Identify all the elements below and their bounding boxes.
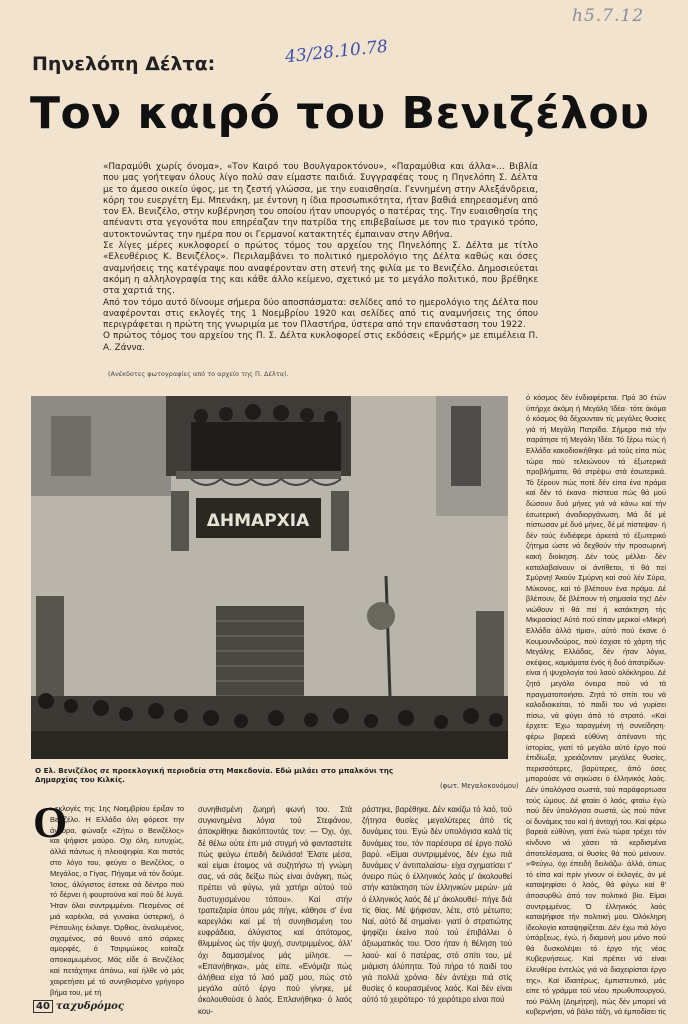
magazine-name: ταχυδρόμος xyxy=(55,1001,124,1012)
body-column-3 xyxy=(362,804,512,1006)
intro-block xyxy=(103,162,538,354)
column-text: ό κόσμος δέν ένδιαφέρεται. Πρό 30 έτών ύπήρχε άκόμη ή Μεγάλη Ίδέα· τότε άκόμα ό κόσμος θά δέχουνταν τίς μεγάλες θυσίες γιά τή Μεγάλη Πατρίδα. Σήμερα πιά τήν παράτησε τή Μεγάλη Ίδέα. Τό ξέρω πώς ή Ελλάδα κακοδιοικήθηκε· μά τούς είπα πώς τώρα πού τελειώνουν τά έξωτερικά προβλήματα, θά στρέψω στά έσωτερικά. Τό ξέρουν πώς ποτέ δέν είπα ένα πράμα καί δέν τό έκανα· πίστευα πώς θά μού δώσουν δυό μήνες γιά νά κάνω καί τήν έσωτερική άναδιοργάνωση. Μά δέ μέ πίστωσαν μέ δυό μήνες, δέ μέ πίστεψαν· ή δέν τούς ένδιέφερε άρκετά τό έξωτερικό ζήτημα ώστε νά δεχθούν τήν προσωρινή κακή διοίκηση. Δέν τούς μέλλει· δέν καταλαβαίνουν οί άντίθετοι, τί θά πεί Σμύρνη! Άκούν Σμύρνη καί σού λέν Σύρα, Μύκονος, καί τό βλέπουν ένα πράμα. Δέ βλέπουν, δέ βλέπουν τή σημασία της! Δέν νιώθουν τί θά πεί ή κατάκτηση τής Μικρασίας! Αύτό πού είπαν μερικοί «Μικρή Ελλάδα άλλά τίμια», αύτό πού έκανε ό Κουμουνδούρος, πού έσχισε τό χάρτη τής Μεγάλης Ελλάδας, δέν ήταν λόγια, σκέψεις, καμιάματα ένός ή δυό άπατρίδων· είναι ή ψυχολογία τού λαού ολόκληρου. Δέ ζητά μεγάλα όνειρα πού νά τά πραγματοποιήσει. Ζητά τό σπίτι του νά καλοδιοικείται, τό παιδί του νά γυρίσει πίσω, νά φύγει άπό τό στρατό. «Καί έρχετε: Έχω ταραγμένη τή συνείδηση· φέρω βαρειά εύθύνη άπέναντι τής ίστορίας, γιατί τό μεγάλο αύτό έργο πού έπιδίωξα, χρειάζονταν μεγάλες θυσίες, περισσότερες, βαρύτερες, άπό όσες μπορούσε νά σηκώσει ό έλληνικός λαός. Δέν ύπολόγισα σωστά, τού παράφορτωσα τούς ώμους. Δέ φταίει ό λαός, φταίω έγώ πού δέν ύπολόγισα σωστά, ώς πού πάνε οί δυνάμεις του καί ή άντοχή του. Καί φέρω βαρειά εύθύνη, γιατί ένώ τώρα τρέχει τόν κίνδυνο νά χάσει τά κερδισμένα άποτελέσματα, οί θυσίες θά πού μείνουν. «Φεύγω, όχι έπειδή δειλιάζω· άλλά, όπως τό είπα καί πρίν γίνουν οί έκλογές, άν μέ καταψηφίσει ό λαός, θά φύγω καί θ' άποσυρθώ άπό τον πολιτικό βίο. Είμαι συντριμμένος. Ό έλληνικός λαός καταψήφισε τήν πολιτική μου. Όλόκληρη ίδεολογία καταψηφίζεται. Δέν έχω πιά λόγο ύπάρξεως, έγώ, ή διαμονή μου μόνο πού θά δυσκολέψει τό έργο τής νέας Κυβερνήσεως. Καί πρέπει νά είναι έλευθέρα έντελώς γιά νά διαχειρίσται έργο της». Καί ίδιαιτέρως, έμπιστευτικά, μάς είπε τό γράμμα τού νέου πρωθυπουργού, τού Ράλλη (Δημήτρη), πώς δέν μπορεί νά κυβερνήσει, νά βάλει τάξη, νά έμποδίσει τίς xyxy=(526,393,666,1017)
column-text: ι εκλογές της 1ης Νοεμβρίου έριξαν το Βενιζέλο. Η Ελλάδα όλη φόρεσε την άγκυρα, φώναξε «Ζήτω ο Βενιζέλος» και ψήφισε μαύρο. Οχι όλη, ευτυχώς, άλλά πάντως ή πλειοψηφία. Και πιστός στο λόγο του, φεύγει ο Βενιζέλος, ο Μεγάλος, ο Γίγας. Πήγαμε νά τόν δούμε. Ίσιος, άλύγιστος έστεκε σά δέντρο πού τό δέρνει ή φουρτούνα καί πού δέ λυγά. Ήταν όλοι συντριμμένοι. Πεσμένος σέ μιά καρέκλα, σά γυναίκα ύστερική, ό Ρέπουλης έκλαιγε. Όρθιος, άναλυμένος, σιχαμένος, σά θουνό από σάρκες αμορφές, ό Τσιριμώκος κοίταζε αποκαμωμένος. Μάς είδε ό Βενιζέλος καί πετάχτηκε άπάνω, καί ήλθε νά μάς χαιρετήσει μέ τό συνηθισμένο γρήγορο βήμα του, μέ τή xyxy=(50,804,184,997)
sign-dimarchia: ΔΗΜΑΡΧΙΑ xyxy=(206,511,310,531)
photo-note: (Ανέκδοτες φωτογραφίες από το αρχείο της Π. Δέλτα). xyxy=(108,370,289,378)
handwritten-top-note: h5.7.12 xyxy=(572,6,645,26)
body-column-2 xyxy=(198,804,352,1017)
column-text: ράστηκε, βαρέθηκε. Δέν κακίζω τό λαό, τού ζήτησα θυσίες μεγαλύτερες άπό τίς δυνάμεις του. Έγώ δέν υπολόγισα καλά τίς δυνάμεις του, τόν παρέσυρα σέ έργο πολύ βαρύ. «Είμαι συντριμμένος, δέν έχω πιά δυνάμεις ν' άντιπαλαίσω· είχα σχηματίσει τ' όνειρο πώς ό έλληνικός λαός μ' άκολουθεί στήν κατάκτηση τών έλληνικών μερών· μά ό έλληνικός λαός δέ μ' άκολουθεί· πήγε διά τίς θίας. Μέ ψήφισαν, λέτε, στό μέτωπο; Ναί, αύτό δέ σημαίνει· γιατί ό στρατιώτης ψηφίζει έκείνο πού τού έπιβάλλει ό άξιωματικός του. Όσο ήταν ή θέληση τού λαού· καί ό πατέρας, στό σπίτι του, μέ μιάμιση άλύπητα. Τού πήρα τό παιδί του γιά πολλά χρόνια· δέν άντέχει πιά στίς θυσίες ό κουρασμένος λαός. Καί δέν είναι αύτό τό χειρότερο· τό χειρότερο είναι πού xyxy=(362,805,512,1005)
author-kicker: Πηνελόπη Δέλτα: xyxy=(32,53,216,75)
photo-illustration xyxy=(31,396,508,759)
body-column-1 xyxy=(50,804,184,998)
column-text: συνηθισμένη ζωηρή φωνή του. Στά συγκινημένα λόγια τού Στεφάνου, άποκρίθηκε διακόπτοντάς τον: — Όχι, όχι, δέ θέλω ούτε έπι μιά στιγμή νά φανταστείτε πώς φεύγω έπειδή δειλιάσα! Έλατε μέσα, καί είμαι έτοιμος νά συζητήσω τή γνώμη σας, νά σάς δείξω πώς είναι άνάγκη, πώς πρέπει νά φύγω, γιά χατήρι αύτού τού δυστυχισμένου τόπου». Καί στήν τραπεζαρία όπου μάς πήγε, κάθησε σ' ένα καρεγλάκι καί μέ τή συνηθισμένη του ευφράδεια, άλύγιστος καί άπότομος, θλιμμένος ώς τήν ψυχή, συντριμμένος, άλλ' όχι δαμασμένος μάς μίλησε. — «Επανήθηκα», μάς είπε. «Ενόμιζα πώς άλήθεια είχα τό λαό μαζί μου, πώς στό μεγάλο αύτό έργο πού γίνηκε, μέ άκολουθούσε ό λαός. Επλανήθηκα· ό λαός κου- xyxy=(198,805,352,1016)
intro-paragraph: Από τον τόμο αυτό δίνουμε σήμερα δύο αποσπάσματα: σελίδες από το ημερολόγιο της Δέλτα που αναφέρονται στις εκλογές της 1 Νοεμβρίου 1920 και σελίδες από τις αναμνήσεις της όπου περιγράφεται η πρώτη της γνωριμία με τον Πλαστήρα, ύστερα από την επανάσταση του 1922. xyxy=(103,297,538,331)
photo-caption: Ο Ελ. Βενιζέλος σε προεκλογική περιοδεία στη Μακεδονία. Εδώ μιλάει στο μπαλκόνι της Δημαρχίας του Κιλκίς. xyxy=(35,766,394,784)
page-number: 40 xyxy=(33,1000,53,1013)
photo-venizelos-balcony xyxy=(31,396,508,759)
page-footer xyxy=(33,1000,124,1013)
intro-paragraph: Σε λίγες μέρες κυκλοφορεί ο πρώτος τόμος του αρχείου της Πηνελόπης Σ. Δέλτα με τίτλο «Ελευθέριος Κ. Βενιζέλος». Περιλαμβάνει το πολιτικό ημερολόγιο της Δέλτα καθώς και όσες αναμνήσεις της κατέγραψε που αναφέρονταν στη στενή της φιλία με το Βενιζέλο. Δημοσιεύεται ακόμη η αλληλογραφία της και κάθε άλλο κείμενο, σχετικό με το μεγάλο πολιτικό, που βρέθηκε στα χαρτιά της. xyxy=(103,241,538,297)
body-column-4 xyxy=(526,393,666,1018)
photo-credit: (φωτ. Μεγαλοκονόμου) xyxy=(440,782,519,790)
headline: Τον καιρό του Βενιζέλου xyxy=(30,88,650,139)
intro-paragraph: Ο πρώτος τόμος του αρχείου της Π. Σ. Δέλτα κυκλοφορεί στις εκδόσεις «Ερμής» με επιμέλεια Π. Α. Ζάννα. xyxy=(103,331,538,353)
intro-paragraph: «Παραμύθι χωρίς όνομα», «Τον Καιρό του Βουλγαροκτόνου», «Παραμύθια και άλλα»... Βιβλία που μας γοήτεψαν όλους λίγο πολύ σαν είμαστε παιδιά. Συγγραφέας τους η Πηνελόπη Σ. Δέλτα με το άμεσο οικείο ύφος, με τη ζεστή γλώσσα, με την ευαισθησία. Γεννημένη στην Αλεξάνδρεια, κόρη του ευεργέτη Εμ. Μπενάκη, με έντονη η ίδια προσωπικότητα, ήταν βαθιά επηρεασμένη από τον Ελ. Βενιζέλο, στην κυβέρνηση του οποίου ήταν υπουργός ο πατέρας της. Την ευαισθησία της απέναντι στα γεγονότα που επηρέαζαν την πατρίδα της επιβεβαίωσε με τον πιο τραγικό τρόπο, αυτοκτονώντας την ημέρα που οι Γερμανοί κατακτητές έμπαιναν στην Αθήνα. xyxy=(103,162,538,240)
dropcap: Ο xyxy=(33,798,68,847)
handwritten-date-note: 43/28.10.78 xyxy=(284,36,389,68)
